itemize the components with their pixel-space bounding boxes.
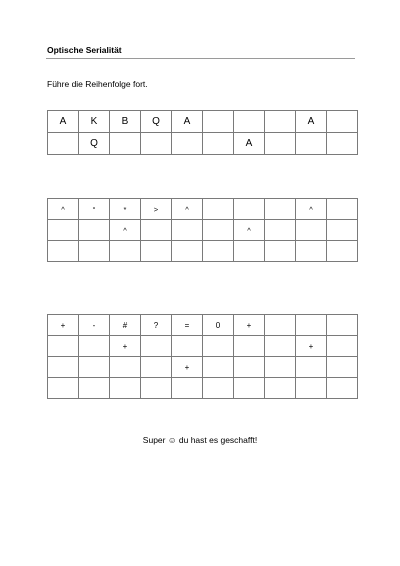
grid-cell[interactable] [203, 336, 234, 357]
grid-cell[interactable] [234, 199, 265, 220]
grid-cell[interactable] [234, 378, 265, 399]
grid-cell[interactable] [265, 336, 296, 357]
grid-cell[interactable] [203, 241, 234, 262]
grid-cell[interactable] [265, 111, 296, 133]
grid-cell[interactable]: 0 [203, 315, 234, 336]
grid-row [48, 378, 358, 399]
title-divider [46, 58, 355, 59]
grid-cell[interactable] [110, 357, 141, 378]
closing-text-end: du hast es geschafft! [176, 435, 258, 445]
grid-cell[interactable] [203, 111, 234, 133]
grid-cell[interactable] [172, 220, 203, 241]
grid-cell[interactable] [265, 133, 296, 155]
grid-row [48, 241, 358, 262]
letter-sequence-grid [47, 110, 358, 155]
grid-cell[interactable]: A [234, 133, 265, 155]
grid-cell[interactable]: K [79, 111, 110, 133]
grid-row [48, 357, 358, 378]
closing-text-start: Super [142, 435, 168, 445]
grid-cell[interactable]: * [110, 199, 141, 220]
grid-cell[interactable] [296, 357, 327, 378]
grid-cell[interactable] [79, 357, 110, 378]
grid-cell[interactable]: ? [141, 315, 172, 336]
grid-cell[interactable] [48, 357, 79, 378]
grid-cell[interactable] [172, 133, 203, 155]
grid-cell[interactable] [110, 378, 141, 399]
grid-cell[interactable] [327, 315, 358, 336]
grid-cell[interactable] [265, 220, 296, 241]
grid-cell[interactable]: # [110, 315, 141, 336]
grid-cell[interactable] [265, 357, 296, 378]
grid-cell[interactable] [296, 220, 327, 241]
grid-cell[interactable]: + [110, 336, 141, 357]
smiley-icon: ☺ [167, 435, 177, 445]
grid-cell[interactable] [296, 378, 327, 399]
grid-cell[interactable] [172, 241, 203, 262]
grid-cell[interactable]: ^ [172, 199, 203, 220]
grid-cell[interactable] [327, 133, 358, 155]
grid-cell[interactable]: + [234, 315, 265, 336]
grid-cell[interactable] [203, 199, 234, 220]
grid-cell[interactable] [79, 336, 110, 357]
grid-cell[interactable] [327, 111, 358, 133]
grid-cell[interactable]: + [172, 357, 203, 378]
instruction-text: Führe die Reihenfolge fort. [47, 79, 148, 89]
grid-cell[interactable] [48, 378, 79, 399]
grid-cell[interactable] [327, 241, 358, 262]
grid-cell[interactable] [327, 378, 358, 399]
grid-cell[interactable] [265, 199, 296, 220]
grid-cell[interactable]: ^ [48, 199, 79, 220]
grid-cell[interactable]: ^ [296, 199, 327, 220]
grid-cell[interactable] [79, 220, 110, 241]
grid-cell[interactable] [234, 336, 265, 357]
math-symbol-sequence-grid [47, 314, 358, 399]
grid-cell[interactable] [48, 336, 79, 357]
grid-cell[interactable] [48, 133, 79, 155]
grid-cell[interactable] [265, 378, 296, 399]
grid-cell[interactable] [265, 241, 296, 262]
symbol-sequence-grid [47, 198, 358, 262]
grid-cell[interactable] [265, 315, 296, 336]
grid-row [48, 336, 358, 357]
grid-cell[interactable] [327, 220, 358, 241]
grid-cell[interactable]: ^ [110, 220, 141, 241]
grid-cell[interactable]: ° [79, 199, 110, 220]
grid-cell[interactable]: B [110, 111, 141, 133]
grid-cell[interactable] [327, 336, 358, 357]
grid-cell[interactable] [141, 133, 172, 155]
grid-cell[interactable] [296, 133, 327, 155]
grid-cell[interactable] [296, 315, 327, 336]
closing-message [0, 435, 400, 445]
grid-cell[interactable]: - [79, 315, 110, 336]
grid-cell[interactable] [234, 111, 265, 133]
grid-cell[interactable] [327, 199, 358, 220]
grid-cell[interactable] [172, 336, 203, 357]
grid-cell[interactable] [110, 133, 141, 155]
grid-cell[interactable] [141, 378, 172, 399]
grid-cell[interactable] [110, 241, 141, 262]
grid-cell[interactable]: > [141, 199, 172, 220]
grid-cell[interactable]: ^ [234, 220, 265, 241]
grid-cell[interactable] [141, 336, 172, 357]
grid-cell[interactable] [296, 241, 327, 262]
grid-row [48, 315, 358, 336]
grid-cell[interactable]: A [296, 111, 327, 133]
grid-cell[interactable] [79, 378, 110, 399]
grid-cell[interactable]: A [172, 111, 203, 133]
grid-cell[interactable]: Q [141, 111, 172, 133]
grid-cell[interactable] [141, 241, 172, 262]
grid-cell[interactable]: Q [79, 133, 110, 155]
grid-cell[interactable] [203, 220, 234, 241]
grid-row [48, 220, 358, 241]
grid-cell[interactable] [327, 357, 358, 378]
grid-cell[interactable]: + [48, 315, 79, 336]
grid-cell[interactable] [234, 357, 265, 378]
grid-row [48, 133, 358, 155]
worksheet-title: Optische Serialität [47, 45, 122, 55]
grid-cell[interactable]: + [296, 336, 327, 357]
grid-cell[interactable] [48, 241, 79, 262]
grid-cell[interactable] [172, 378, 203, 399]
grid-row [48, 111, 358, 133]
grid-cell[interactable] [141, 357, 172, 378]
grid-cell[interactable] [203, 133, 234, 155]
grid-cell[interactable] [203, 357, 234, 378]
grid-cell[interactable] [141, 220, 172, 241]
grid-cell[interactable] [48, 220, 79, 241]
grid-cell[interactable]: = [172, 315, 203, 336]
grid-cell[interactable] [234, 241, 265, 262]
grid-row [48, 199, 358, 220]
grid-cell[interactable] [79, 241, 110, 262]
grid-cell[interactable] [203, 378, 234, 399]
grid-cell[interactable]: A [48, 111, 79, 133]
